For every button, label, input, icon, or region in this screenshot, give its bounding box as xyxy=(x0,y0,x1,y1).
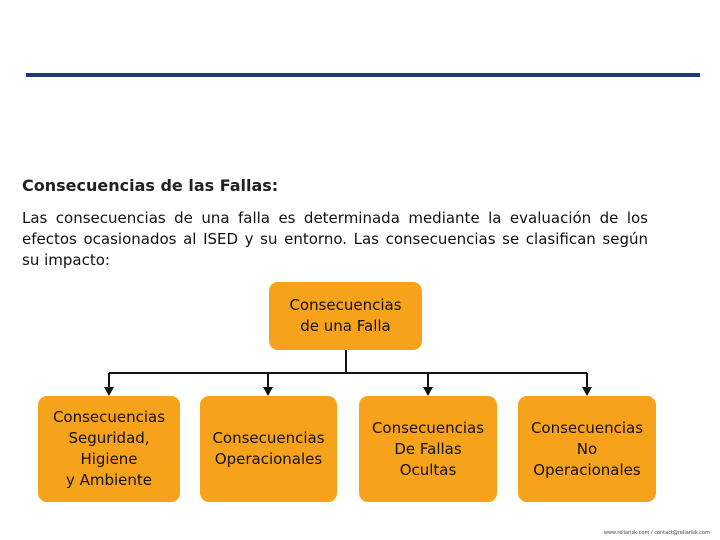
child-node-label: Consecuencias Operacionales xyxy=(212,429,325,468)
root-node-label: Consecuencias de una Falla xyxy=(289,296,402,335)
child-node-label: Consecuencias No Operacionales xyxy=(530,418,644,479)
arrowhead-4 xyxy=(582,387,592,396)
root-node xyxy=(269,282,422,350)
section-title: Consecuencias de las Fallas: xyxy=(22,176,279,195)
footer-contact: www.reliarisk.com / contact@reliarisk.com xyxy=(603,530,710,536)
arrowhead-2 xyxy=(263,387,273,396)
arrowhead-1 xyxy=(104,387,114,396)
arrowhead-3 xyxy=(423,387,433,396)
child-node-label: Consecuencias De Fallas Ocultas xyxy=(371,418,485,479)
child-node-ocultas xyxy=(359,396,497,502)
child-node-operacionales xyxy=(200,396,337,502)
child-node-label: Consecuencias Seguridad, Higiene y Ambiente xyxy=(52,408,166,489)
child-node-seguridad xyxy=(38,396,180,502)
child-node-no-operacionales xyxy=(518,396,656,502)
intro-paragraph: Las consecuencias de una falla es determinada mediante la evaluación de los efectos ocasionados al ISED y su entorno. Las consecuencias se clasifican según su impacto: xyxy=(22,209,648,269)
